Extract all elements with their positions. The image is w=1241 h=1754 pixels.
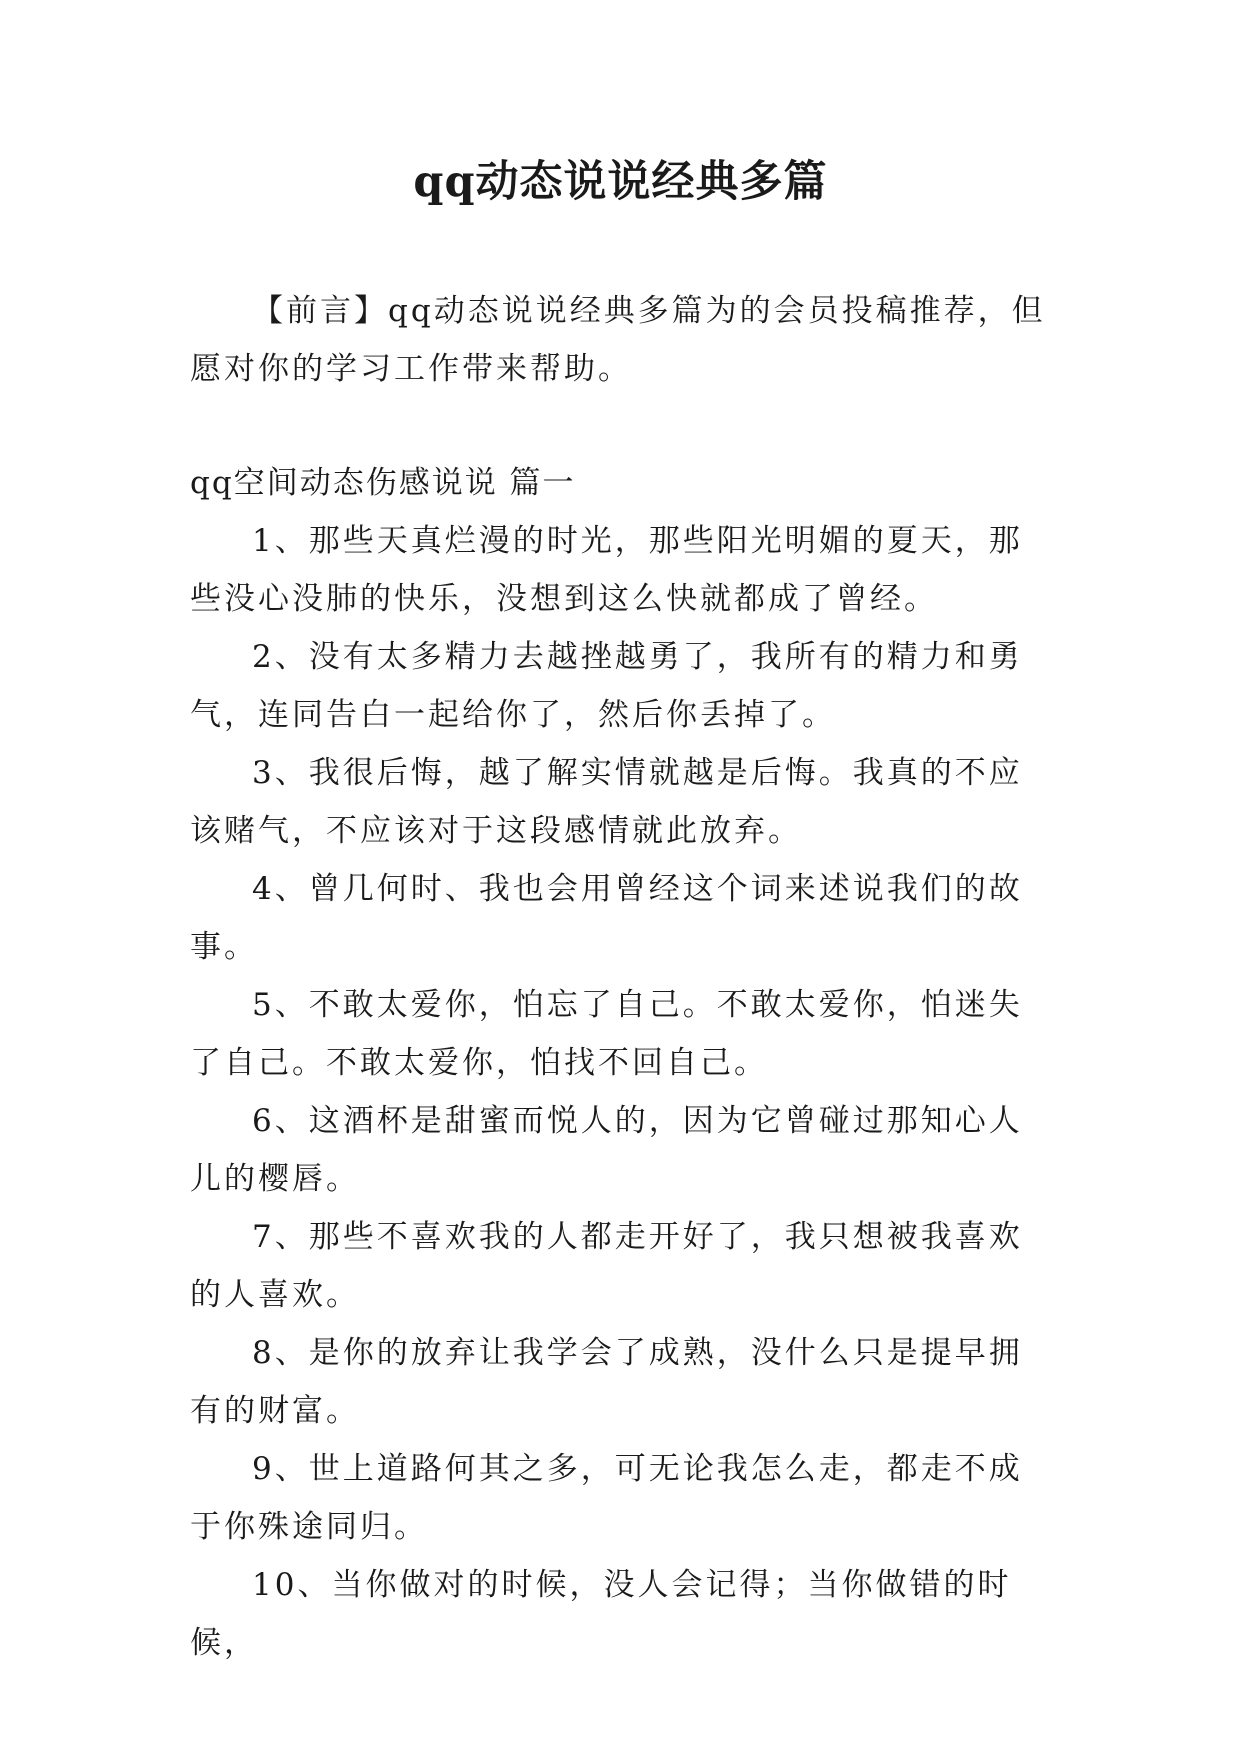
list-item: 9、世上道路何其之多，可无论我怎么走，都走不成于你殊途同归。 <box>190 1451 1023 1545</box>
list-item: 10、当你做对的时候，没人会记得；当你做错的时候， <box>190 1567 1012 1661</box>
list-item: 7、那些不喜欢我的人都走开好了，我只想被我喜欢的人喜欢。 <box>190 1219 1023 1313</box>
document-body <box>190 282 1052 1672</box>
section-heading: qq空间动态伤感说说 篇一 <box>190 465 576 501</box>
preface-paragraph: 【前言】qq动态说说经典多篇为的会员投稿推荐，但愿对你的学习工作带来帮助。 <box>190 293 1046 387</box>
list-item: 4、曾几何时、我也会用曾经这个词来述说我们的故事。 <box>190 871 1023 965</box>
list-item: 3、我很后悔，越了解实情就越是后悔。我真的不应该赌气，不应该对于这段感情就此放弃。 <box>190 755 1023 849</box>
document-title: qq动态说说经典多篇 <box>413 157 828 207</box>
list-item: 1、那些天真烂漫的时光，那些阳光明媚的夏天，那些没心没肺的快乐，没想到这么快就都成了曾经。 <box>190 523 1023 617</box>
list-item: 2、没有太多精力去越挫越勇了，我所有的精力和勇气，连同告白一起给你了，然后你丢掉了。 <box>190 639 1023 733</box>
list-item: 6、这酒杯是甜蜜而悦人的，因为它曾碰过那知心人儿的樱唇。 <box>190 1103 1023 1197</box>
list-item: 5、不敢太爱你，怕忘了自己。不敢太爱你，怕迷失了自己。不敢太爱你，怕找不回自己。 <box>190 987 1023 1081</box>
list-item: 8、是你的放弃让我学会了成熟，没什么只是提早拥有的财富。 <box>190 1335 1023 1429</box>
